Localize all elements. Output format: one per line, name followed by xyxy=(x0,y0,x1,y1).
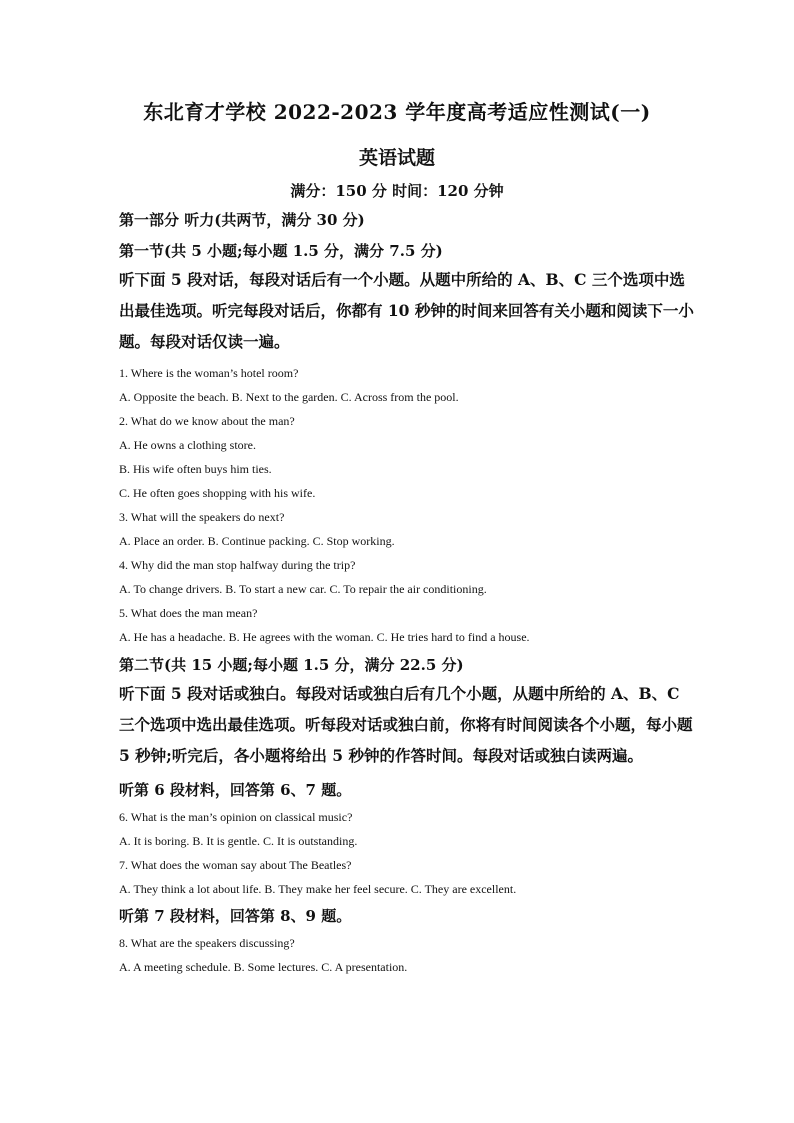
group-7-questions xyxy=(119,931,694,979)
question-line: A. He owns a clothing store. xyxy=(119,438,256,452)
question-line: A. To change drivers. B. To start a new car. C. To repair the air conditioning. xyxy=(119,582,487,596)
question-line: B. His wife often buys him ties. xyxy=(119,462,272,476)
subject-title: 英语试题 xyxy=(358,147,435,169)
question-line: 7. What does the woman say about The Beatles? xyxy=(119,858,352,872)
exam-info: 满分：150 分 时间：120 分钟 xyxy=(290,182,504,200)
section2-instructions: 听下面 5 段对话或独白。每段对话或独白后有几个小题，从题中所给的 A、B、C 三个选项中选出最佳选项。听每段对话或独白前，你将有时间阅读各个小题，每小题 5 秒钟;听完后，各小题将给出 5 秒钟的作答时间。每段对话或独白读两遍。 xyxy=(119,684,693,765)
question-line: A. It is boring. B. It is gentle. C. It is outstanding. xyxy=(119,834,358,848)
question-line: A. A meeting schedule. B. Some lectures. C. A presentation. xyxy=(119,960,408,974)
part1-title: 第一部分 听力(共两节，满分 30 分) xyxy=(119,211,365,229)
group-6-heading: 听第 6 段材料，回答第 6、7 题。 xyxy=(119,781,352,799)
section1-instructions: 听下面 5 段对话，每段对话后有一个小题。从题中所给的 A、B、C 三个选项中选出最佳选项。听完每段对话后，你都有 10 秒钟的时间来回答有关小题和阅读下一小题。每段对话仅读一遍。 xyxy=(119,270,694,351)
question-line: C. He often goes shopping with his wife. xyxy=(119,486,316,500)
question-line: 4. Why did the man stop halfway during the trip? xyxy=(119,558,356,572)
question-line: 5. What does the man mean? xyxy=(119,606,258,620)
question-line: 6. What is the man’s opinion on classical music? xyxy=(119,810,353,824)
question-line: A. Opposite the beach. B. Next to the garden. C. Across from the pool. xyxy=(119,390,459,404)
question-line: A. Place an order. B. Continue packing. C. Stop working. xyxy=(119,534,395,548)
section1-questions xyxy=(119,361,694,649)
group-7-heading: 听第 7 段材料，回答第 8、9 题。 xyxy=(119,907,352,925)
question-line: 2. What do we know about the man? xyxy=(119,414,295,428)
section1-title: 第一节(共 5 小题;每小题 1.5 分，满分 7.5 分) xyxy=(119,242,443,260)
question-line: 3. What will the speakers do next? xyxy=(119,510,285,524)
question-line: 8. What are the speakers discussing? xyxy=(119,936,295,950)
section2-title: 第二节(共 15 小题;每小题 1.5 分，满分 22.5 分) xyxy=(119,656,464,674)
group-6-questions xyxy=(119,805,694,901)
content xyxy=(119,208,694,979)
question-line: A. He has a headache. B. He agrees with the woman. C. He tries hard to find a house. xyxy=(119,630,530,644)
page-title: 东北育才学校 2022-2023 学年度高考适应性测试(一) xyxy=(143,100,651,124)
question-line: 1. Where is the woman’s hotel room? xyxy=(119,366,299,380)
question-line: A. They think a lot about life. B. They make her feel secure. C. They are excellent. xyxy=(119,882,517,896)
